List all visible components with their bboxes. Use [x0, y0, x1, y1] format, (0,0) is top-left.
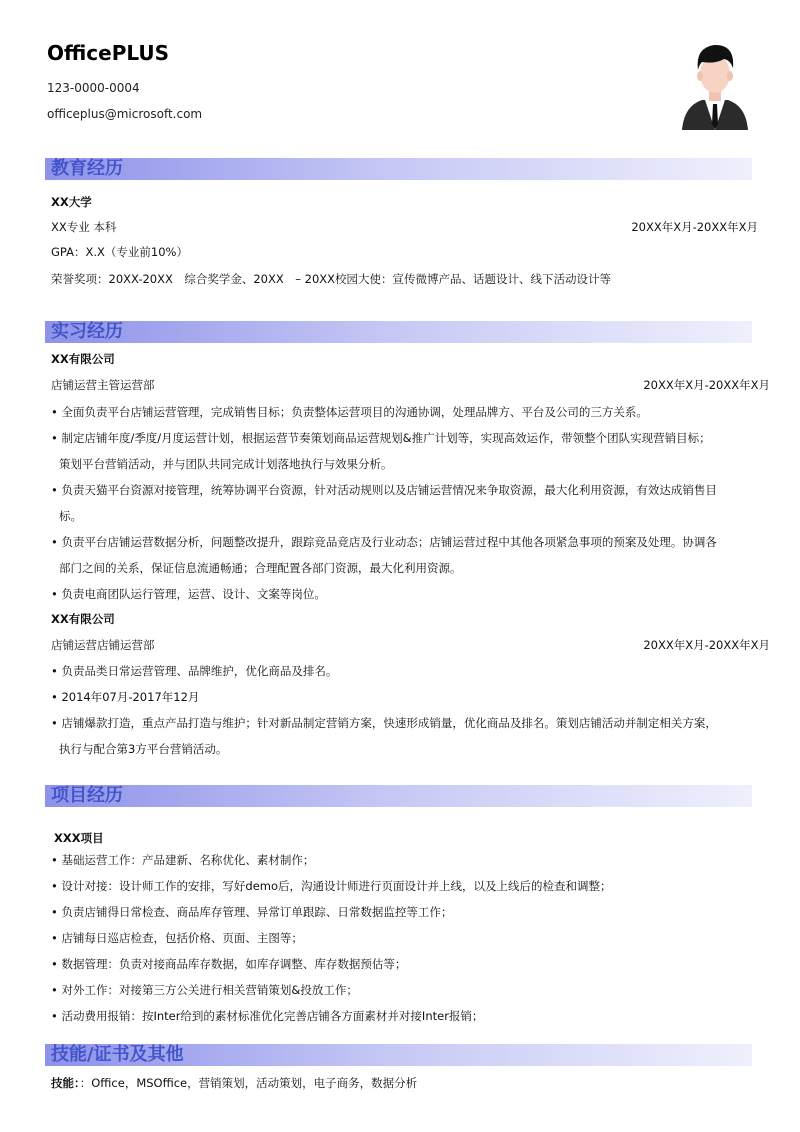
- honors: 荣誉奖项：20XX-20XX 综合奖学金、20XX – 20XX校园大使：宣传微博产品、话题设计、线下活动设计等: [51, 272, 612, 286]
- major-degree: XX专业 本科: [51, 220, 117, 234]
- section-title-internship: 实习经历: [51, 321, 123, 342]
- job-date: 20XX年X月-20XX年X月: [643, 378, 770, 392]
- job-bullet: • 全面负责平台店铺运营管理，完成销售目标；负责整体运营项目的沟通协调，处理品牌方、平台及公司的三方关系。: [51, 405, 648, 419]
- job-bullet-continued: 执行与配合第3方平台营销活动。: [59, 742, 228, 756]
- job-bullet: • 制定店铺年度/季度/月度运营计划，根据运营节奏策划商品运营规划&推广计划等，实现高效运作，带领整个团队实现营销目标；: [51, 431, 711, 445]
- job-bullet: • 负责天猫平台资源对接管理，统筹协调平台资源，针对活动规则以及店铺运营情况来争取资源，最大化利用资源，有效达成销售目: [51, 483, 717, 497]
- section-title-skills: 技能/证书及其他: [51, 1044, 184, 1065]
- skills-label: 技能：: [51, 1076, 80, 1090]
- job-date: 20XX年X月-20XX年X月: [643, 638, 770, 652]
- project-bullet: • 数据管理：负责对接商品库存数据，如库存调整、库存数据预估等；: [51, 957, 407, 971]
- company-name: XX有限公司: [51, 352, 115, 366]
- avatar: [680, 40, 750, 132]
- section-title-project: 项目经历: [51, 785, 123, 806]
- skills-text: ：Office，MSOffice，营销策划，活动策划，电子商务，数据分析: [79, 1076, 418, 1090]
- male-avatar-icon: [680, 40, 750, 132]
- project-bullet: • 负责店铺得日常检查、商品库存管理、异常订单跟踪、日常数据监控等工作；: [51, 905, 453, 919]
- project-bullet: • 对外工作：对接第三方公关进行相关营销策划&投放工作；: [51, 983, 358, 997]
- job-bullet-continued: 部门之间的关系，保证信息流通畅通；合理配置各部门资源，最大化利用资源。: [59, 561, 462, 575]
- resume-name: OfficePLUS: [47, 41, 170, 65]
- project-bullet: • 设计对接：设计师工作的安排，写好demo后，沟通设计师进行页面设计并上线，以及上线后的检查和调整；: [51, 879, 612, 893]
- company-name: XX有限公司: [51, 612, 115, 626]
- job-bullet: • 负责电商团队运行管理，运营、设计、文案等岗位。: [51, 587, 326, 601]
- job-bullet: • 负责平台店铺运营数据分析，问题整改提升，跟踪竞品竞店及行业动态；店铺运营过程中其他各项紧急事项的预案及处理。协调各: [51, 535, 717, 549]
- job-position: 店铺运营店铺运营部: [51, 638, 155, 652]
- section-bar-education: [45, 158, 752, 180]
- section-title-education: 教育经历: [51, 158, 123, 179]
- project-name: XXX项目: [54, 831, 104, 845]
- project-bullet: • 店铺每日巡店检查，包括价格、页面、主图等；: [51, 931, 303, 945]
- project-bullet: • 基础运营工作：产品建新、名称优化、素材制作；: [51, 853, 315, 867]
- job-bullet: • 负责品类日常运营管理、品牌维护，优化商品及排名。: [51, 664, 338, 678]
- gpa: GPA：X.X（专业前10%）: [51, 245, 188, 259]
- job-bullet: • 2014年07月-2017年12月: [51, 690, 200, 704]
- project-bullet: • 活动费用报销：按Inter给到的素材标准优化完善店铺各方面素材并对接Inter报销；: [51, 1009, 484, 1023]
- job-bullet: • 店铺爆款打造，重点产品打造与维护；针对新品制定营销方案，快速形成销量，优化商品及排名。策划店铺活动并制定相关方案，: [51, 716, 717, 730]
- email-address: officeplus@microsoft.com: [47, 107, 203, 121]
- phone-number: 123-0000-0004: [47, 81, 140, 95]
- job-bullet-continued: 标。: [59, 509, 82, 523]
- job-position: 店铺运营主管运营部: [51, 378, 155, 392]
- school-name: XX大学: [51, 195, 92, 209]
- skills-line: [51, 1075, 417, 1091]
- job-bullet-continued: 策划平台营销活动，并与团队共同完成计划落地执行与效果分析。: [59, 457, 393, 471]
- section-bar-project: [45, 785, 752, 807]
- education-date: 20XX年X月-20XX年X月: [631, 220, 758, 234]
- section-bar-internship: [45, 321, 752, 343]
